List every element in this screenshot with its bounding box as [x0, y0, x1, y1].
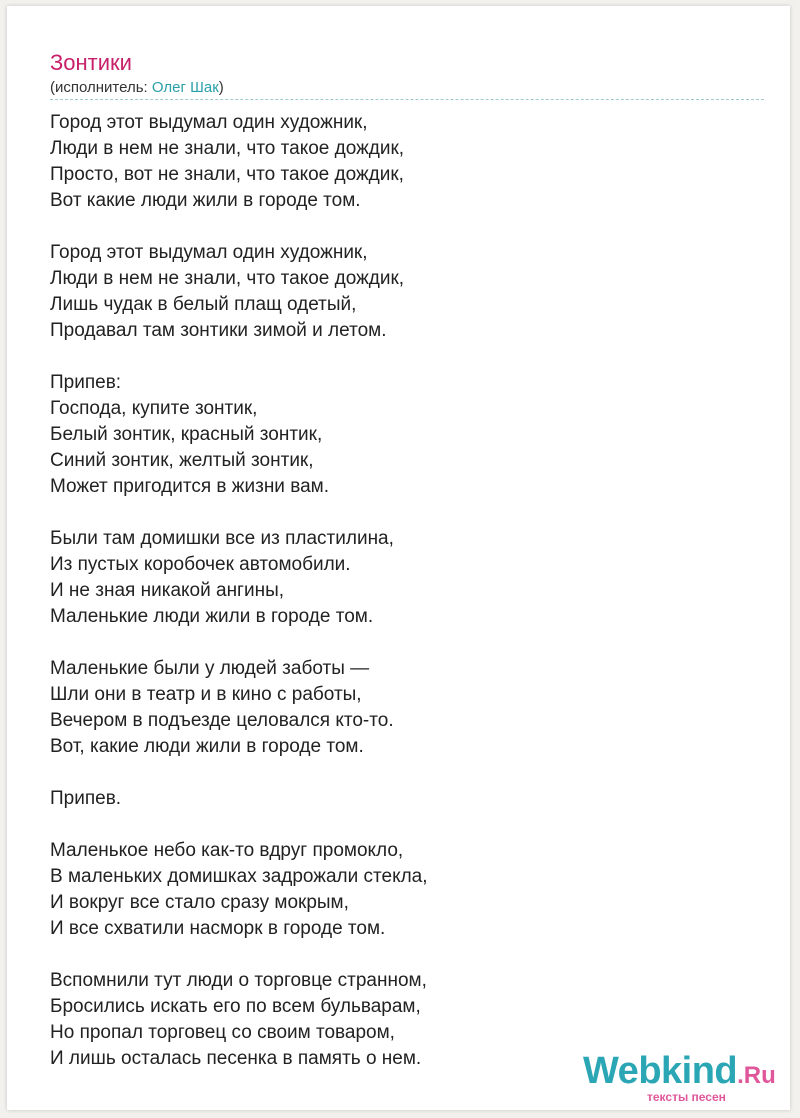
- lyric-line: Были там домишки все из пластилина,: [50, 528, 394, 549]
- stanza-gap: [50, 500, 428, 526]
- logo-tagline: тексты песен: [647, 1090, 726, 1104]
- stanza-gap: [50, 760, 428, 786]
- lyrics-body: [50, 110, 428, 1072]
- lyric-line: Вспомнили тут люди о торговце странном,: [50, 970, 427, 991]
- lyric-line: Маленькие люди жили в городе том.: [50, 606, 374, 627]
- lyric-line: Припев:: [50, 372, 122, 393]
- lyrics-page: [7, 6, 790, 1110]
- lyric-line: И не зная никакой ангины,: [50, 580, 285, 601]
- song-title: Зонтики: [50, 50, 132, 75]
- stanza-gap: [50, 344, 428, 370]
- lyric-line: Вот какие люди жили в городе том.: [50, 190, 361, 211]
- divider: [50, 99, 764, 100]
- lyric-line: И вокруг все стало сразу мокрым,: [50, 892, 349, 913]
- stanza-gap: [50, 812, 428, 838]
- logo-wordmark: Webkind: [583, 1050, 738, 1092]
- stanza-gap: [50, 630, 428, 656]
- lyric-line: Белый зонтик, красный зонтик,: [50, 424, 323, 445]
- lyric-line: Припев.: [50, 788, 122, 809]
- logo-domain: .Ru: [737, 1062, 776, 1089]
- lyric-line: Бросились искать его по всем бульварам,: [50, 996, 421, 1017]
- lyric-line: Маленькие были у людей заботы —: [50, 658, 370, 679]
- stanza-gap: [50, 214, 428, 240]
- lyric-line: Продавал там зонтики зимой и летом.: [50, 320, 387, 341]
- artist-line: [50, 78, 224, 98]
- lyric-line: Может пригодится в жизни вам.: [50, 476, 329, 497]
- lyric-line: Люди в нем не знали, что такое дождик,: [50, 138, 405, 159]
- lyric-line: Синий зонтик, желтый зонтик,: [50, 450, 314, 471]
- lyric-line: Вечером в подъезде целовался кто-то.: [50, 710, 394, 731]
- lyric-line: В маленьких домишках задрожали стекла,: [50, 866, 428, 887]
- stanza-gap: [50, 942, 428, 968]
- lyric-line: Просто, вот не знали, что такое дождик,: [50, 164, 404, 185]
- lyric-line: Лишь чудак в белый плащ одетый,: [50, 294, 357, 315]
- lyric-line: И лишь осталась песенка в память о нем.: [50, 1048, 422, 1069]
- lyric-line: Маленькое небо как-то вдруг промокло,: [50, 840, 404, 861]
- lyric-line: Город этот выдумал один художник,: [50, 112, 368, 133]
- lyric-line: Вот, какие люди жили в городе том.: [50, 736, 364, 757]
- lyric-line: И все схватили насморк в городе том.: [50, 918, 386, 939]
- lyric-line: Из пустых коробочек автомобили.: [50, 554, 351, 575]
- lyric-line: Но пропал торговец со своим товаром,: [50, 1022, 395, 1043]
- lyric-line: Шли они в театр и в кино с работы,: [50, 684, 362, 705]
- artist-suffix: ): [218, 79, 224, 96]
- lyric-line: Люди в нем не знали, что такое дождик,: [50, 268, 405, 289]
- lyric-line: Господа, купите зонтик,: [50, 398, 258, 419]
- artist-prefix: (исполнитель:: [50, 79, 152, 96]
- lyric-line: Город этот выдумал один художник,: [50, 242, 368, 263]
- site-logo[interactable]: [583, 1050, 776, 1104]
- artist-link[interactable]: Олег Шак: [151, 79, 219, 96]
